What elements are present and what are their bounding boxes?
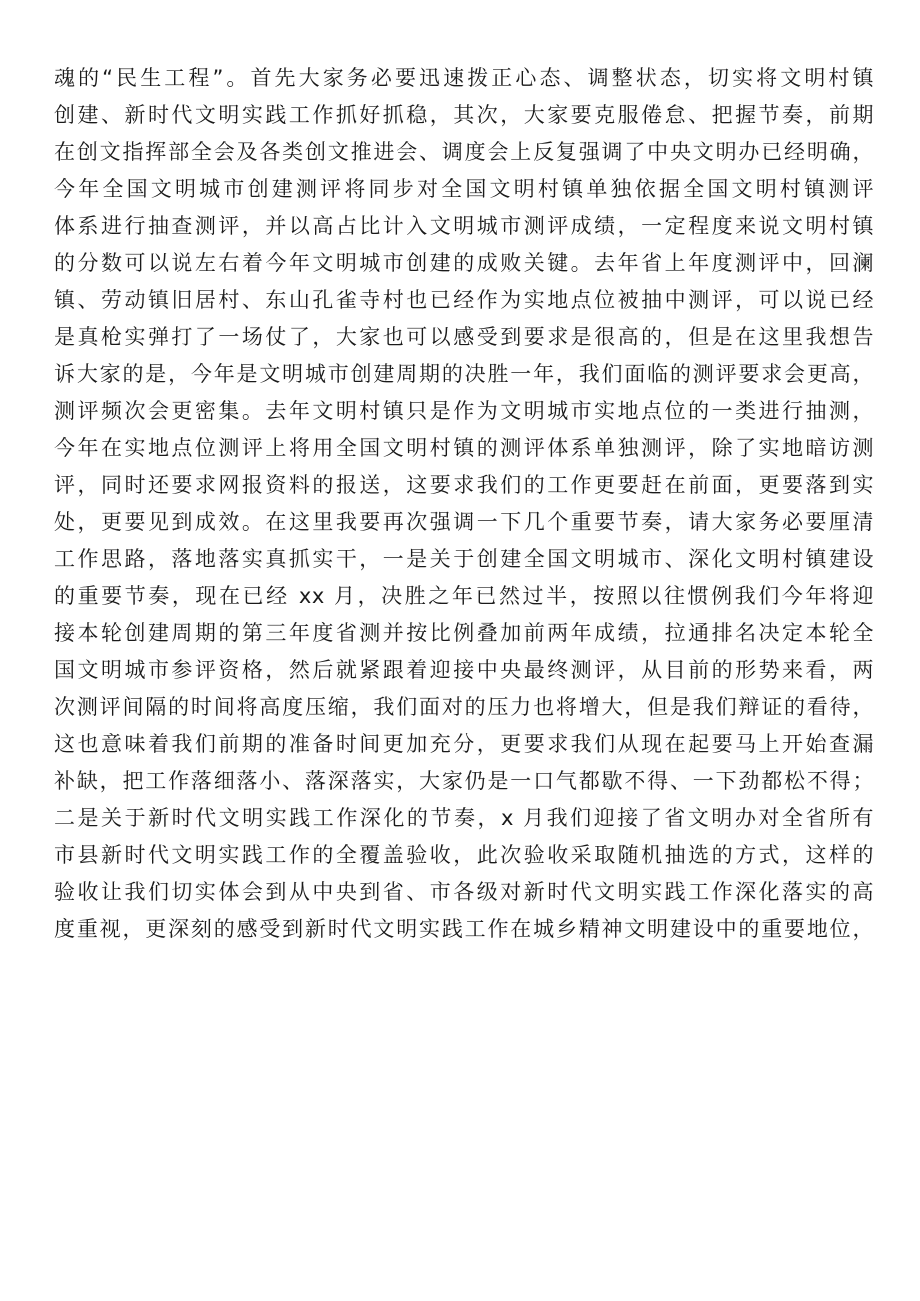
text-line: 镇、劳动镇旧居村、东山孔雀寺村也已经作为实地点位被抽中测评，可以说已经 xyxy=(54,288,874,312)
text-line: 接本轮创建周期的第三年度省测并按比例叠加前两年成绩，拉通排名决定本轮全 xyxy=(54,621,874,645)
text-line: 是真枪实弹打了一场仗了，大家也可以感受到要求是很高的，但是在这里我想告 xyxy=(54,325,874,349)
text-line: 体系进行抽查测评，并以高占比计入文明城市测评成绩，一定程度来说文明村镇 xyxy=(54,214,874,238)
text-line: 在创文指挥部全会及各类创文推进会、调度会上反复强调了中央文明办已经明确， xyxy=(54,140,874,164)
text-line: 测评频次会更密集。去年文明村镇只是作为文明城市实地点位的一类进行抽测， xyxy=(54,399,874,423)
text-line: 处，更要见到成效。在这里我要再次强调一下几个重要节奏，请大家务必要厘清 xyxy=(54,510,874,534)
text-line: 创建、新时代文明实践工作抓好抓稳，其次，大家要克服倦怠、把握节奏，前期 xyxy=(54,103,874,127)
text-line: 的重要节奏，现在已经 xx 月，决胜之年已然过半，按照以往惯例我们今年将迎 xyxy=(54,584,874,608)
text-line: 魂的“民生工程”。首先大家务必要迅速拨正心态、调整状态，切实将文明村镇 xyxy=(54,66,874,90)
text-line: 次测评间隔的时间将高度压缩，我们面对的压力也将增大，但是我们辩证的看待， xyxy=(54,695,874,719)
text-line: 补缺，把工作落细落小、落深落实，大家仍是一口气都歇不得、一下劲都松不得； xyxy=(54,769,874,793)
text-line: 市县新时代文明实践工作的全覆盖验收，此次验收采取随机抽选的方式，这样的 xyxy=(54,843,874,867)
text-line: 国文明城市参评资格，然后就紧跟着迎接中央最终测评，从目前的形势来看，两 xyxy=(54,658,874,682)
text-line: 二是关于新时代文明实践工作深化的节奏，x 月我们迎接了省文明办对全省所有 xyxy=(54,806,874,830)
text-line: 的分数可以说左右着今年文明城市创建的成败关键。去年省上年度测评中，回澜 xyxy=(54,251,874,275)
text-line: 工作思路，落地落实真抓实干，一是关于创建全国文明城市、深化文明村镇建设 xyxy=(54,547,874,571)
text-line: 度重视，更深刻的感受到新时代文明实践工作在城乡精神文明建设中的重要地位， xyxy=(54,917,874,941)
text-line: 今年全国文明城市创建测评将同步对全国文明村镇单独依据全国文明村镇测评 xyxy=(54,177,874,201)
body-text xyxy=(54,60,874,948)
text-line: 验收让我们切实体会到从中央到省、市各级对新时代文明实践工作深化落实的高 xyxy=(54,880,874,904)
text-line: 评，同时还要求网报资料的报送，这要求我们的工作更要赶在前面，更要落到实 xyxy=(54,473,874,497)
text-line: 这也意味着我们前期的准备时间更加充分，更要求我们从现在起要马上开始查漏 xyxy=(54,732,874,756)
text-line: 今年在实地点位测评上将用全国文明村镇的测评体系单独测评，除了实地暗访测 xyxy=(54,436,874,460)
text-line: 诉大家的是，今年是文明城市创建周期的决胜一年，我们面临的测评要求会更高， xyxy=(54,362,874,386)
